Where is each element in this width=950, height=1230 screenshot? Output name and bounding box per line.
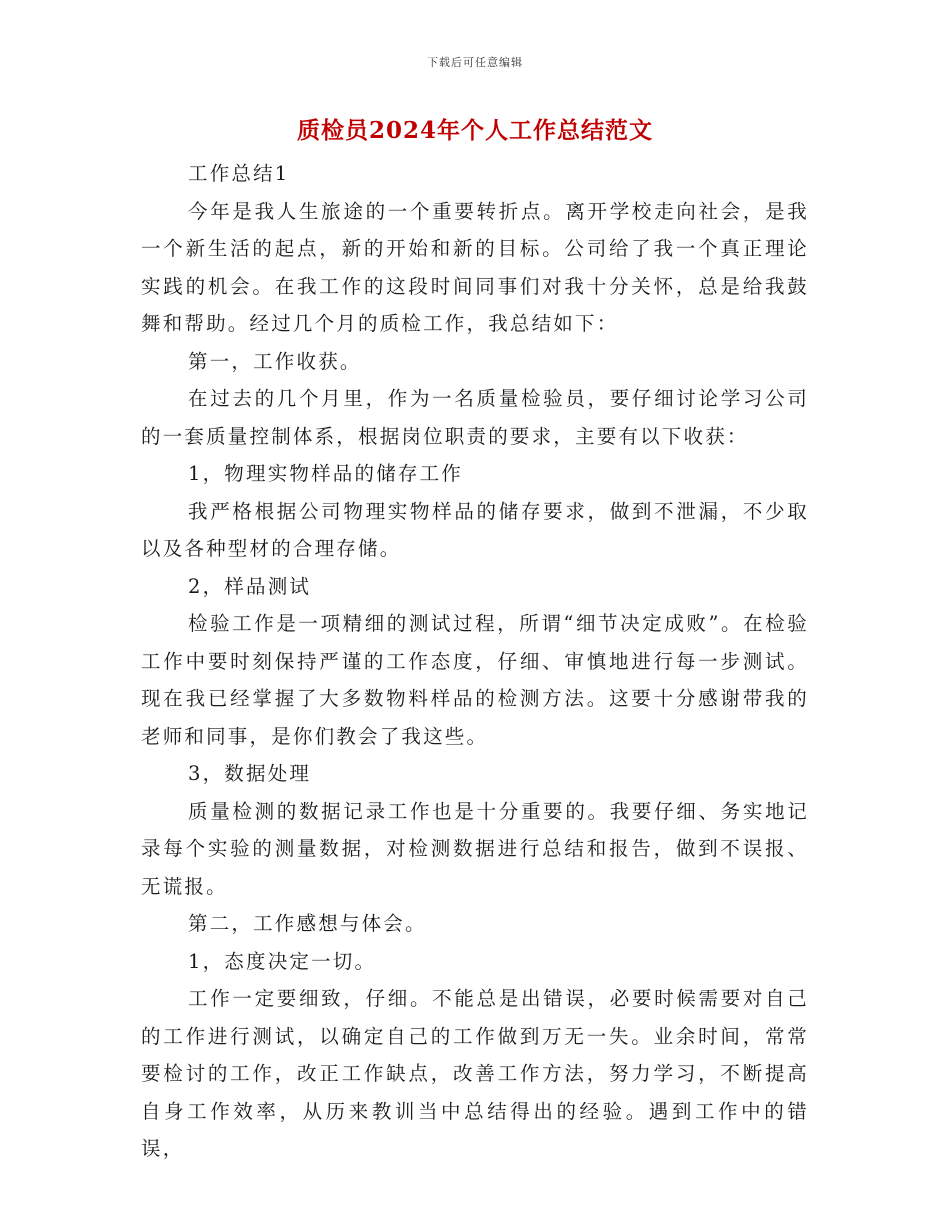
- paragraph: 在过去的几个月里，作为一名质量检验员，要仔细讨论学习公司的一套质量控制体系，根据岗位职责的要求，主要有以下收获：: [141, 387, 809, 448]
- paragraph: 工作总结1: [188, 162, 290, 185]
- subsection-heading: 2，样品测试: [188, 574, 312, 598]
- section-heading: 第一，工作收获。: [188, 349, 362, 373]
- document-body: [141, 155, 809, 1168]
- page-header: 下载后可任意编辑: [427, 56, 523, 69]
- document-title: 质检员2024年个人工作总结范文: [296, 117, 653, 144]
- subsection-heading: 3，数据处理: [188, 762, 312, 785]
- subsection-heading: 1，态度决定一切。: [188, 949, 377, 973]
- paragraph: 工作一定要细致，仔细。不能总是出错误，必要时候需要对自己的工作进行测试，以确定自己的工作做到万无一失。业余时间，常常要检讨的工作，改正工作缺点，改善工作方法，努力学习，不断提高自身工作效率，从历来教训当中总结得出的经验。遇到工作中的错误，: [141, 987, 809, 1160]
- subsection-heading: 1，物理实物样品的储存工作: [188, 462, 464, 485]
- section-heading: 第二，工作感想与体会。: [188, 912, 427, 935]
- paragraph: 我严格根据公司物理实物样品的储存要求，做到不泄漏，不少取以及各种型材的合理存储。: [141, 499, 809, 560]
- paragraph: 今年是我人生旅途的一个重要转折点。离开学校走向社会，是我一个新生活的起点，新的开始和新的目标。公司给了我一个真正理论实践的机会。在我工作的这段时间同事们对我十分关怀，总是给我鼓舞和帮助。经过几个月的质检工作，我总结如下：: [141, 199, 809, 335]
- paragraph: 质量检测的数据记录工作也是十分重要的。我要仔细、务实地记录每个实验的测量数据，对检测数据进行总结和报告，做到不误报、无谎报。: [141, 799, 809, 898]
- paragraph: 检验工作是一项精细的测试过程，所谓“细节决定成败”。在检验工作中要时刻保持严谨的工作态度，仔细、审慎地进行每一步测试。现在我已经掌握了大多数物料样品的检测方法。这要十分感谢带我的老师和同事，是你们教会了我这些。: [141, 612, 809, 748]
